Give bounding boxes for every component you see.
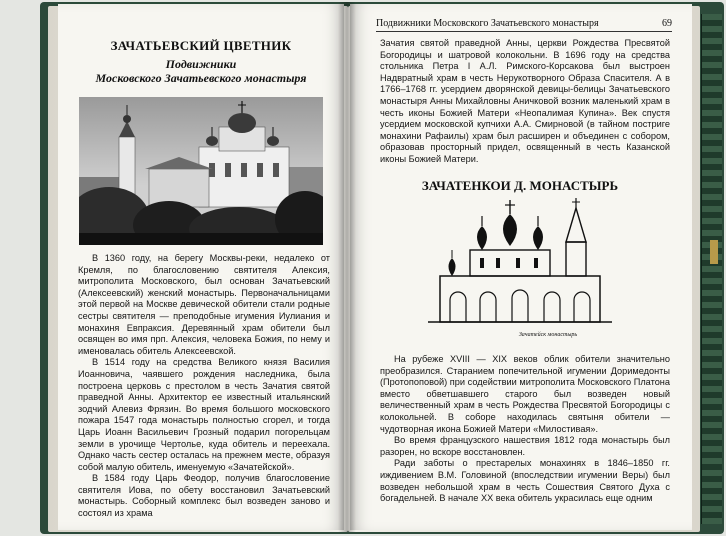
page-number: 69	[662, 18, 672, 29]
chapter-subtitle	[58, 57, 344, 85]
chapter-subtitle-line1: Подвижники	[165, 57, 237, 71]
paragraph: На рубеже XVIII — XIX веков облик обители значительно преобразился. Старанием попечительной игумении Доримедонты (Протопоповой) при содействии митрополита Московского Платона вместо обветшавшего старого был возведен новый величественный храм в честь Рождества Пресвятой Богородицы с колокольней. В соборе находилась святыня обители — чудотворная икона Божией Матери «Милостивая».	[380, 354, 670, 434]
chapter-title: ЗАЧАТЬЕВСКИЙ ЦВЕТНИК	[110, 38, 292, 53]
running-head	[376, 18, 672, 32]
paragraph: В 1514 году на средства Великого князя Василия Иоанновича, чаявшего рождения наследника, была построена церковь с престолом в честь Зачатия святой праведной Анны. Архитектор ее известный итальянский зодчий Алевиз Фрязин. Во время большого московского пожара 1547 года монастырь полностью сгорел, и тогда Царь Иоанн Васильевич Грозный подарил погорельцам земли в урочище Чертолье, куда обитель и переехала. Однако часть сестер осталась на прежнем месте, образуя собой малую обитель, именуемую «Зачатейской».	[78, 357, 330, 472]
gilt-band-decoration	[710, 240, 718, 264]
right-body-text-top	[380, 38, 670, 166]
paragraph: Зачатия святой праведной Анны, церкви Рождества Пресвятой Богородицы и шатровой колокольни. В 1696 году на средства стольника Петра I А.Л. Римского-Корсакова был выстроен Надвратный храм в честь Нерукотворного Образа Спасителя. А в 1766–1768 гг. усердием дворянской девицы-белицы Зачатьевского монастыря Анны Михайловны Аничковой возник маленький храм в честь иконы Божией Матери «Неопалимая Купина». Век спустя усердием московской купчихи А.А. Смирновой (в тайном постриге монахини Рафаилы) храм был расширен и объединен с собором, образовав просторный придел, освященный в честь Казанской иконы Божией Матери.	[380, 38, 670, 164]
monastery-photo	[79, 97, 323, 245]
right-body-text-bottom	[380, 354, 670, 505]
paragraph: Ради заботы о престарелых монахинях в 1846–1850 гг. иждивением В.М. Головиной (впоследствии игумении Веры) был возведен небольшой храм в честь Сошествия Святого Духа с богадельней. В начале XX века обитель украсилась еще одним	[380, 458, 670, 504]
running-head-title: Подвижники Московского Зачатьевского монастыря	[376, 18, 599, 29]
right-page	[350, 4, 692, 530]
paragraph: В 1584 году Царь Феодор, получив благословение святителя Иова, по обету восстановил Зачатьевский монастырь. Соборный комплекс был возведен заново и состоял из храма	[78, 473, 330, 519]
monastery-photo-drawing	[79, 97, 323, 245]
cover-spine-texture	[701, 14, 722, 524]
chapter-subtitle-line2: Московского Зачатьевского монастыря	[95, 71, 307, 85]
woodcut-footnote: Зачатейск монастырь	[518, 332, 578, 338]
paragraph: В 1360 году, на берегу Москвы-реки, недалеко от Кремля, по благословению святителя Алексия, митрополита Московского, был основан Зачатьевский (Алексеевский) женский монастырь. Первоначальницами этой первой на Москве девической обители стали родные сестры святителя — преподобные игумения Иулиания и монахиня Евпраксия. Деревянный храм обители был освящен во имя прп. Алексия, человека Божия, по нему и именовалась обитель Алексеевской.	[78, 253, 330, 356]
left-page	[58, 4, 344, 530]
left-body-text	[78, 253, 330, 520]
paragraph: Во время французского нашествия 1812 года монастырь был разорен, но вскоре восстановлен.	[380, 435, 670, 457]
monastery-woodcut-illustration	[420, 172, 620, 344]
woodcut-caption: ЗАЧАТЕНКОИ Д. МОНАСТЫРЬ	[421, 178, 619, 193]
book-gutter-shadow	[338, 2, 356, 532]
